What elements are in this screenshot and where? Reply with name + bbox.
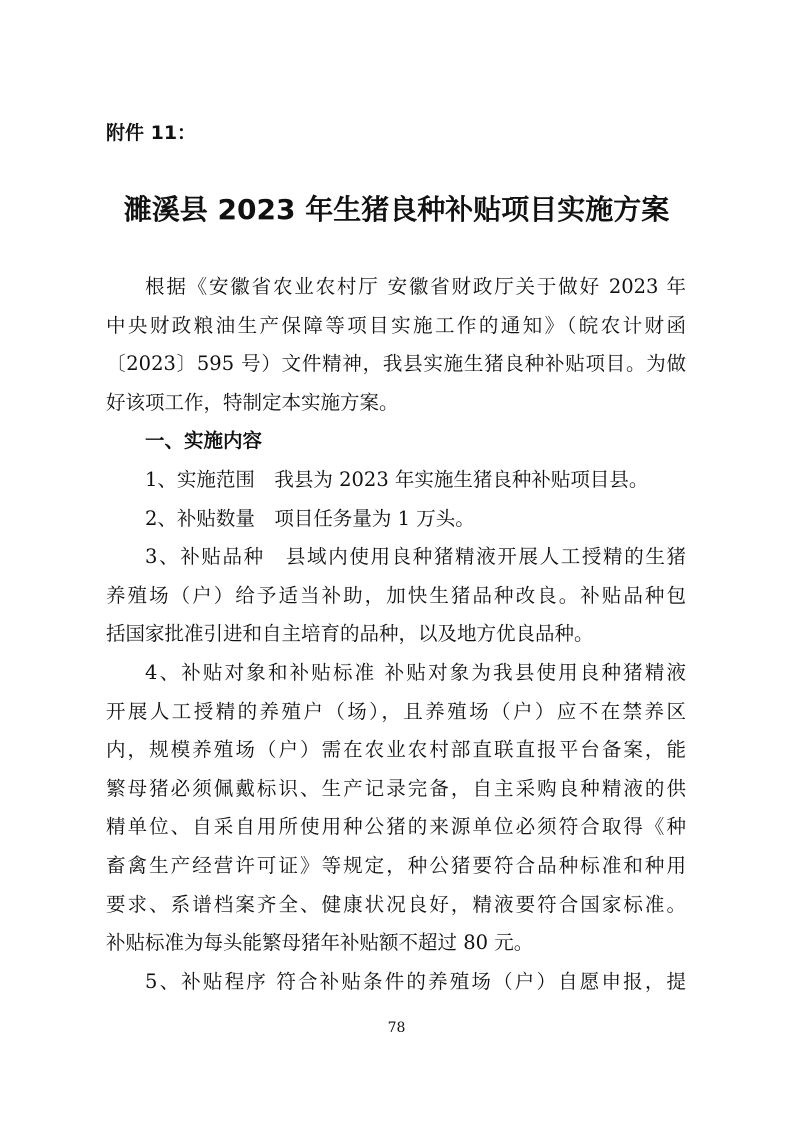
paragraph-line: 内，规模养殖场（户）需在农业农村部直联直报平台备案，能 [106,738,686,762]
paragraph-line: 养殖场（户）给予适当补助，加快生猪品种改良。补贴品种包 [106,583,686,607]
paragraph-line: 开展人工授精的养殖户（场），且养殖场（户）应不在禁养区 [106,699,686,723]
page-number: 78 [387,1020,406,1036]
paragraph-line: 2、补贴数量 项目任务量为 1 万头。 [145,506,475,530]
section-heading: 一、实施内容 [145,429,263,453]
paragraph-line: 要求、系谱档案齐全、健康状况良好，精液要符合国家标准。 [106,892,686,916]
paragraph-line: 中央财政粮油生产保障等项目实施工作的通知》（皖农计财函 [106,313,686,337]
paragraph-line: 根据《安徽省农业农村厅 安徽省财政厅关于做好 2023 年 [145,275,686,298]
paragraph-line: 好该项工作，特制定本实施方案。 [106,390,399,414]
paragraph-line: 5、补贴程序 符合补贴条件的养殖场（户）自愿申报，提 [145,969,686,993]
paragraph-line: 1、实施范围 我县为 2023 年实施生猪良种补贴项目县。 [145,467,649,491]
document-body [106,268,686,1001]
paragraph-line: 3、补贴品种 县域内使用良种猪精液开展人工授精的生猪 [145,545,686,569]
paragraph-line: 畜禽生产经营许可证》等规定，种公猪要符合品种标准和种用 [106,853,686,877]
document-title: 濉溪县 2023 年生猪良种补贴项目实施方案 [123,193,670,226]
paragraph-line: 〔2023〕595 号）文件精神，我县实施生猪良种补贴项目。为做 [106,352,686,376]
paragraph-line: 补贴标准为每头能繁母猪年补贴额不超过 80 元。 [106,931,534,955]
attachment-label: 附件 11： [106,122,197,144]
paragraph-line: 繁母猪必须佩戴标识、生产记录完备，自主采购良种精液的供 [106,776,686,800]
paragraph-line: 4、补贴对象和补贴标准 补贴对象为我县使用良种猪精液 [145,660,686,684]
paragraph-line: 精单位、自采自用所使用种公猪的来源单位必须符合取得《种 [106,815,686,839]
paragraph-line: 括国家批准引进和自主培育的品种，以及地方优良品种。 [106,622,594,646]
